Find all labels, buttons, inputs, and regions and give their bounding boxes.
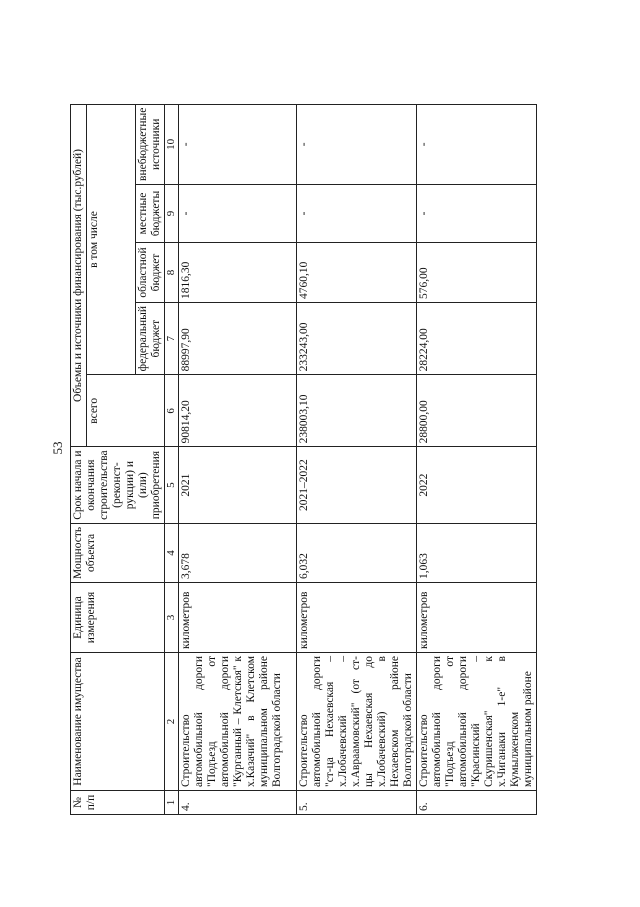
header-including: в том числе [87, 104, 136, 375]
row-regional: 4760,10 [297, 242, 417, 302]
col-number: 3 [165, 583, 179, 653]
row-name: Строительство автомобильной дороги "Подъезд от автомобильной дороги "Курганный – Клетская" к х.Казачий" в Клетском муниципальном районе Волгоградской области [179, 653, 297, 791]
header-period: Срок начала и окончания строительства (реконст-рукции) и (или) приобретения [71, 447, 165, 524]
row-local: - [179, 184, 297, 242]
header-unit: Единица измерения [71, 583, 165, 653]
page-number: 53 [50, 441, 65, 455]
row-period: 2022 [417, 447, 537, 524]
table-row [179, 104, 297, 814]
col-number: 10 [165, 104, 179, 184]
header-extra: внебюджетные источники [136, 104, 165, 184]
row-capacity: 1,063 [417, 523, 537, 582]
row-capacity: 6,032 [297, 523, 417, 582]
col-number: 2 [165, 653, 179, 791]
col-number: 6 [165, 375, 179, 447]
header-local: местные бюджеты [136, 184, 165, 242]
row-total: 28800,00 [417, 375, 537, 447]
row-regional: 1816,30 [179, 242, 297, 302]
header-federal: федеральный бюджет [136, 302, 165, 374]
col-number: 8 [165, 242, 179, 302]
col-number: 4 [165, 523, 179, 582]
col-number: 5 [165, 447, 179, 524]
row-total: 90814,20 [179, 375, 297, 447]
row-unit: километров [297, 583, 417, 653]
col-number: 7 [165, 302, 179, 374]
column-number-row [165, 104, 179, 814]
header-row [71, 104, 87, 814]
row-local: - [417, 184, 537, 242]
row-federal: 28224,00 [417, 302, 537, 374]
header-capacity: Мощность объекта [71, 523, 165, 582]
header-regional: областной бюджет [136, 242, 165, 302]
row-federal: 88997,90 [179, 302, 297, 374]
col-number: 9 [165, 184, 179, 242]
row-unit: километров [179, 583, 297, 653]
row-extra: - [297, 104, 417, 184]
row-federal: 233243,00 [297, 302, 417, 374]
row-extra: - [179, 104, 297, 184]
row-name: Строительство автомобильной дороги "ст-ца Нехаевская – х.Лобачевский – х.Авраамовский" (от ст-цы Нехаевская до х.Лобачевский) в Нехаевском районе Волгоградской области [297, 653, 417, 791]
table-row [417, 104, 537, 814]
header-name: Наименование имущества [71, 653, 165, 791]
table-row [297, 104, 417, 814]
header-no: № п/п [71, 791, 165, 815]
header-total: всего [87, 375, 165, 447]
row-capacity: 3,678 [179, 523, 297, 582]
row-extra: - [417, 104, 537, 184]
col-number: 1 [165, 791, 179, 815]
row-no: 4. [179, 791, 297, 815]
row-period: 2021 [179, 447, 297, 524]
row-no: 5. [297, 791, 417, 815]
row-period: 2021–2022 [297, 447, 417, 524]
header-funding: Объемы и источники финансирования (тыс.рублей) [71, 104, 87, 447]
row-unit: километров [417, 583, 537, 653]
row-name: Строительство автомобильной дороги "Подъезд от автомобильной дороги "Красинский – Скуришенская" к х.Чиганаки 1-е" в Кумылженском муниципальном районе [417, 653, 537, 791]
row-local: - [297, 184, 417, 242]
row-regional: 576,00 [417, 242, 537, 302]
row-no: 6. [417, 791, 537, 815]
property-table [70, 104, 537, 815]
row-total: 238003,10 [297, 375, 417, 447]
